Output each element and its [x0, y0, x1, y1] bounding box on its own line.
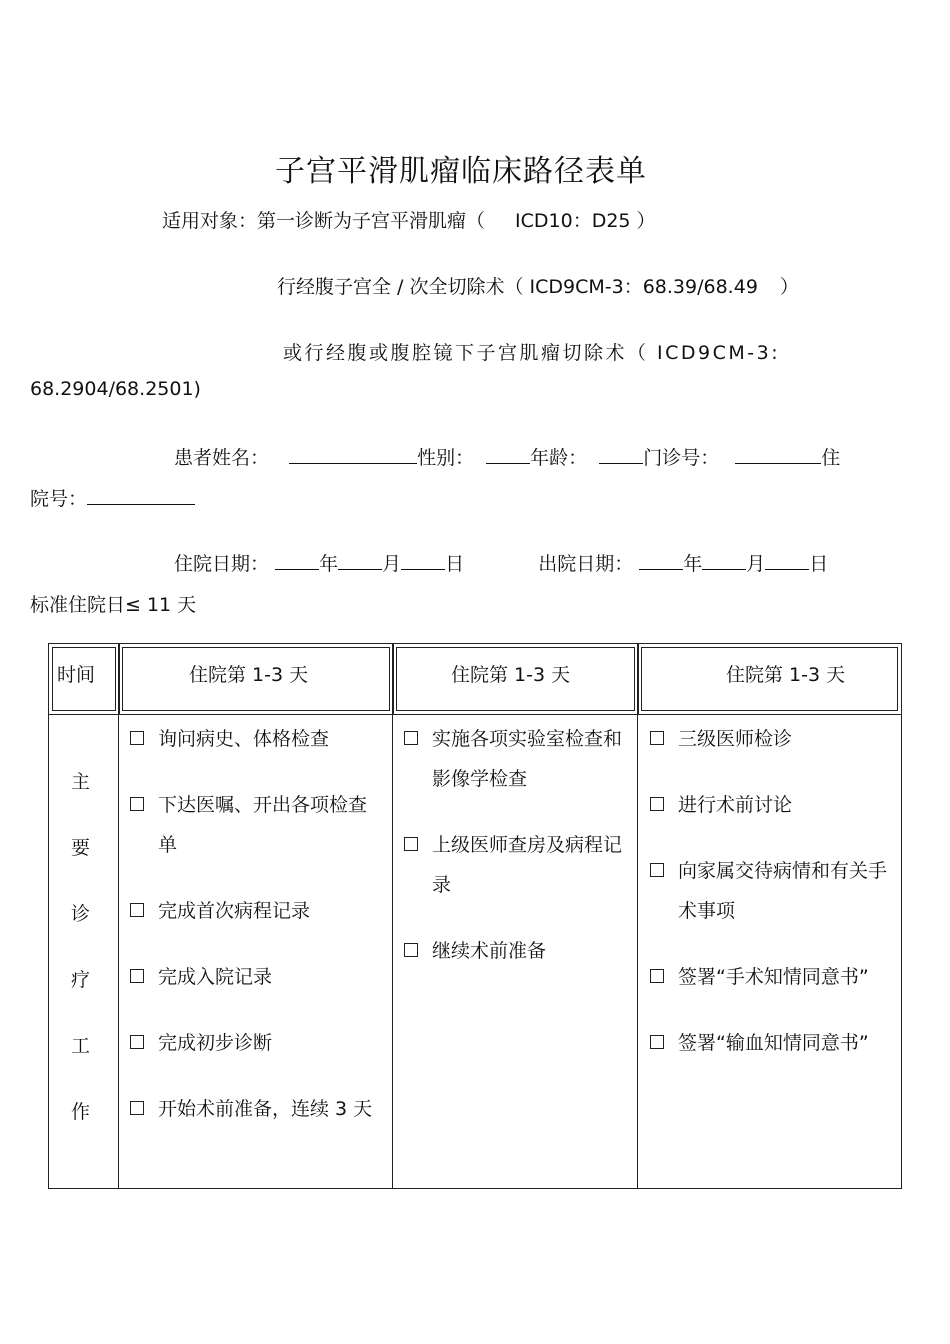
item-text: 三级医师检诊 [678, 728, 793, 750]
item-text: 继续术前准备 [432, 940, 547, 962]
icd10-code: ICD10：D25 ） [515, 210, 656, 232]
checklist-item[interactable] [126, 957, 384, 997]
surgery-line [277, 272, 799, 299]
checklist-item[interactable] [126, 1023, 384, 1063]
checklist-item[interactable] [400, 931, 630, 971]
checkbox-icon[interactable] [404, 731, 418, 745]
row-label-char: 工 [71, 1035, 91, 1057]
item-text: 开始术前准备，连续 3 天 [158, 1098, 373, 1120]
admit-month-label: 月 [382, 553, 402, 575]
checklist-item[interactable] [126, 785, 378, 865]
item-text: 下达医嘱、开出各项检查单 [158, 794, 368, 856]
time-header-cell [48, 643, 120, 715]
checklist-item[interactable] [646, 1023, 896, 1063]
discharge-day-label: 日 [809, 553, 829, 575]
checkbox-icon[interactable] [130, 797, 144, 811]
admit-day-field[interactable] [401, 549, 445, 570]
checkbox-icon[interactable] [130, 969, 144, 983]
table-bottom [48, 1188, 902, 1189]
laparo-line: 或行经腹或腹腔镜下子宫肌瘤切除术（ ICD9CM-3: [283, 342, 781, 364]
checkbox-icon[interactable] [404, 943, 418, 957]
checklist-item[interactable] [126, 1089, 382, 1129]
discharge-year-field[interactable] [639, 549, 683, 570]
checklist-item[interactable] [646, 785, 894, 825]
checklist-item[interactable] [646, 957, 896, 997]
standard-stay: 标准住院日≤ 11 天 [30, 594, 197, 616]
day-header-cell-1 [118, 643, 394, 715]
inpatient-label-2: 院号： [30, 488, 88, 510]
inpatient-label-1: 住 [821, 447, 841, 469]
outpatient-label: 门诊号： [643, 447, 720, 469]
discharge-month-field[interactable] [702, 549, 746, 570]
surgery-close: ） [779, 276, 799, 298]
item-text: 上级医师查房及病程记录 [432, 834, 623, 896]
row-label-char: 作 [71, 1101, 91, 1123]
discharge-month-label: 月 [746, 553, 766, 575]
column-divider-2 [392, 715, 393, 1189]
checkbox-icon[interactable] [130, 1101, 144, 1115]
day-header-1: 住院第 1-3 天 [189, 664, 309, 686]
column-divider-1 [118, 715, 119, 1189]
pathway-table [48, 643, 902, 1189]
item-text: 签署“手术知情同意书” [678, 966, 869, 988]
row-label-char: 疗 [71, 969, 91, 991]
column-2-items [400, 719, 630, 971]
row-label-char: 诊 [71, 903, 91, 925]
checklist-item[interactable] [400, 719, 622, 799]
checklist-item[interactable] [126, 719, 384, 759]
gender-label: 性别： [417, 447, 475, 469]
checklist-item[interactable] [646, 719, 894, 759]
checklist-item[interactable] [646, 851, 896, 931]
admit-day-label: 日 [445, 553, 465, 575]
laparo-codes: 68.2904/68.2501) [30, 378, 201, 400]
column-divider-3 [637, 715, 638, 1189]
checkbox-icon[interactable] [650, 863, 664, 877]
applicable-line [162, 206, 656, 233]
date-line [174, 549, 828, 576]
checkbox-icon[interactable] [130, 731, 144, 745]
discharge-year-label: 年 [683, 553, 703, 575]
checkbox-icon[interactable] [650, 969, 664, 983]
row-label-char: 主 [71, 771, 91, 793]
day-header-cell-2 [392, 643, 639, 715]
checkbox-icon[interactable] [404, 837, 418, 851]
age-field[interactable] [599, 443, 643, 464]
column-1-items [126, 719, 384, 1129]
page-title: 子宫平滑肌瘤临床路径表单 [275, 154, 647, 189]
day-header-3: 住院第 1-3 天 [726, 664, 846, 686]
item-text: 签署“输血知情同意书” [678, 1032, 869, 1054]
item-text: 实施各项实验室检查和影像学检查 [432, 728, 623, 790]
item-text: 完成入院记录 [158, 966, 273, 988]
checklist-item[interactable] [126, 891, 384, 931]
item-text: 完成首次病程记录 [158, 900, 311, 922]
checklist-item[interactable] [400, 825, 622, 905]
checkbox-icon[interactable] [650, 731, 664, 745]
row-label-char: 要 [71, 837, 91, 859]
checkbox-icon[interactable] [650, 797, 664, 811]
admit-year-label: 年 [319, 553, 339, 575]
discharge-date-label: 出院日期： [538, 553, 634, 575]
discharge-day-field[interactable] [765, 549, 809, 570]
applicable-label: 适用对象：第一诊断为子宫平滑肌瘤（ [162, 210, 486, 232]
patient-name-label: 患者姓名： [174, 447, 270, 469]
inpatient-line [30, 484, 195, 511]
item-text: 向家属交待病情和有关手术事项 [678, 860, 888, 922]
checkbox-icon[interactable] [650, 1035, 664, 1049]
column-3-items [646, 719, 894, 1063]
item-text: 完成初步诊断 [158, 1032, 273, 1054]
gender-field[interactable] [486, 443, 530, 464]
admit-month-field[interactable] [338, 549, 382, 570]
surgery-text: 行经腹子宫全 / 次全切除术（ ICD9CM-3：68.39/68.49 [277, 276, 758, 298]
admit-date-label: 住院日期： [174, 553, 270, 575]
item-text: 进行术前讨论 [678, 794, 793, 816]
item-text: 询问病史、体格检查 [158, 728, 330, 750]
age-label: 年龄： [530, 447, 588, 469]
patient-name-field[interactable] [289, 443, 417, 464]
checkbox-icon[interactable] [130, 1035, 144, 1049]
admit-year-field[interactable] [275, 549, 319, 570]
time-header: 时间 [57, 664, 96, 686]
checkbox-icon[interactable] [130, 903, 144, 917]
day-header-2: 住院第 1-3 天 [451, 664, 571, 686]
inpatient-field[interactable] [87, 484, 195, 505]
patient-info-line [174, 443, 840, 470]
outpatient-field[interactable] [735, 443, 821, 464]
day-header-cell-3 [637, 643, 902, 715]
